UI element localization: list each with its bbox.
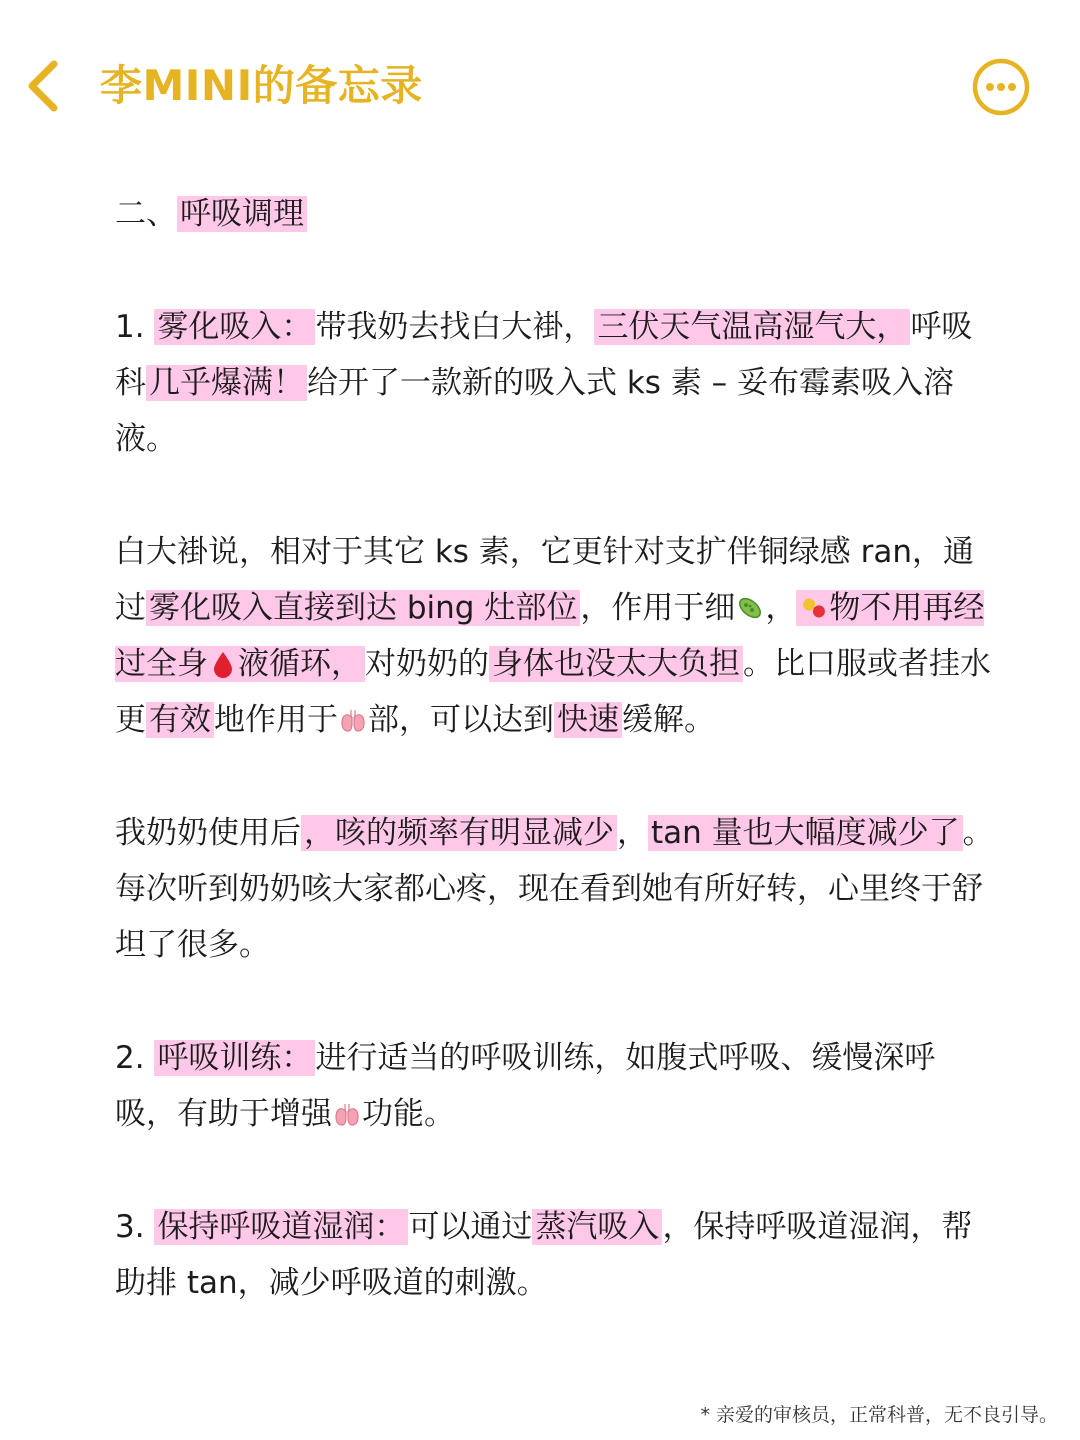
text: 白大褂说，相对于其它 ks 素，它更针对支扩伴铜绿感 ran，通过: [115, 534, 975, 626]
top-bar: [0, 0, 1080, 170]
text: 可以通过: [408, 1209, 533, 1245]
chevron-left-icon: [22, 58, 78, 114]
highlight: 物不用再经过全身: [115, 590, 985, 682]
blood-drop-icon: [208, 649, 238, 679]
page-title: 李MINI的备忘录: [100, 61, 423, 110]
highlight: 快速: [554, 702, 622, 738]
text: ，作用于细: [580, 590, 736, 626]
more-horizontal-circle-icon: [972, 58, 1030, 116]
text: ，保持呼吸道湿润，帮助排 tan，减少呼吸道的刺激。: [115, 1209, 973, 1301]
bacteria-icon: [735, 593, 765, 623]
highlight: 有效: [146, 702, 214, 738]
item-1-label: 雾化吸入：: [154, 309, 315, 345]
item-1-description: [115, 524, 995, 748]
text: 。每次听到奶奶咳大家都心疼，现在看到她有所好转，心里终于舒坦了很多。: [115, 815, 994, 963]
text: 呼吸科: [115, 309, 973, 401]
text: 。比口服或者挂水更: [115, 646, 991, 738]
item-2-label: 呼吸训练：: [154, 1040, 315, 1076]
text: 地作用于: [214, 702, 338, 738]
highlight: 液循环，: [238, 646, 362, 682]
lungs-icon: [332, 1099, 362, 1129]
text: 功能。: [362, 1096, 455, 1132]
heading-highlight: 呼吸调理: [177, 196, 307, 232]
highlight: ，咳的频率有明显减少: [301, 815, 617, 851]
text: 部，可以达到: [368, 702, 554, 738]
item-2: [115, 1030, 995, 1142]
text: ，: [765, 590, 797, 626]
section-heading: [115, 186, 995, 242]
pill-icon: [799, 593, 829, 623]
grandma-paragraph: [115, 805, 995, 973]
highlight: 三伏天气温高湿气大，: [594, 309, 910, 345]
highlight: 蒸汽吸入: [532, 1209, 662, 1245]
text: 给开了一款新的吸入式 ks 素 – 妥布霉素吸入溶液。: [115, 365, 955, 457]
item-2-number: 2.: [115, 1040, 155, 1076]
more-button[interactable]: [972, 58, 1030, 116]
text: ，: [617, 815, 648, 851]
item-3-label: 保持呼吸道湿润：: [154, 1209, 408, 1245]
item-1: [115, 299, 995, 467]
text: 对奶奶的: [365, 646, 489, 682]
lungs-icon: [338, 705, 368, 735]
item-3: [115, 1199, 995, 1311]
back-button[interactable]: [22, 58, 78, 114]
memo-content: [115, 186, 995, 1311]
disclaimer-note: * 亲爱的审核员，正常科普，无不良引导。: [700, 1404, 1058, 1426]
text: 缓解。: [622, 702, 715, 738]
heading-prefix: 二、: [115, 196, 177, 232]
highlight: 雾化吸入直接到达 bing 灶部位: [146, 590, 580, 626]
highlight: tan 量也大幅度减少了: [648, 815, 963, 851]
text: 进行适当的呼吸训练，如腹式呼吸、缓慢深呼吸，有助于增强: [115, 1040, 936, 1132]
text: 带我奶去找白大褂，: [315, 309, 595, 345]
item-1-number: 1.: [115, 309, 155, 345]
highlight: 几乎爆满！: [146, 365, 307, 401]
text: 我奶奶使用后: [115, 815, 301, 851]
item-3-number: 3.: [115, 1209, 155, 1245]
highlight: 身体也没太大负担: [489, 646, 743, 682]
